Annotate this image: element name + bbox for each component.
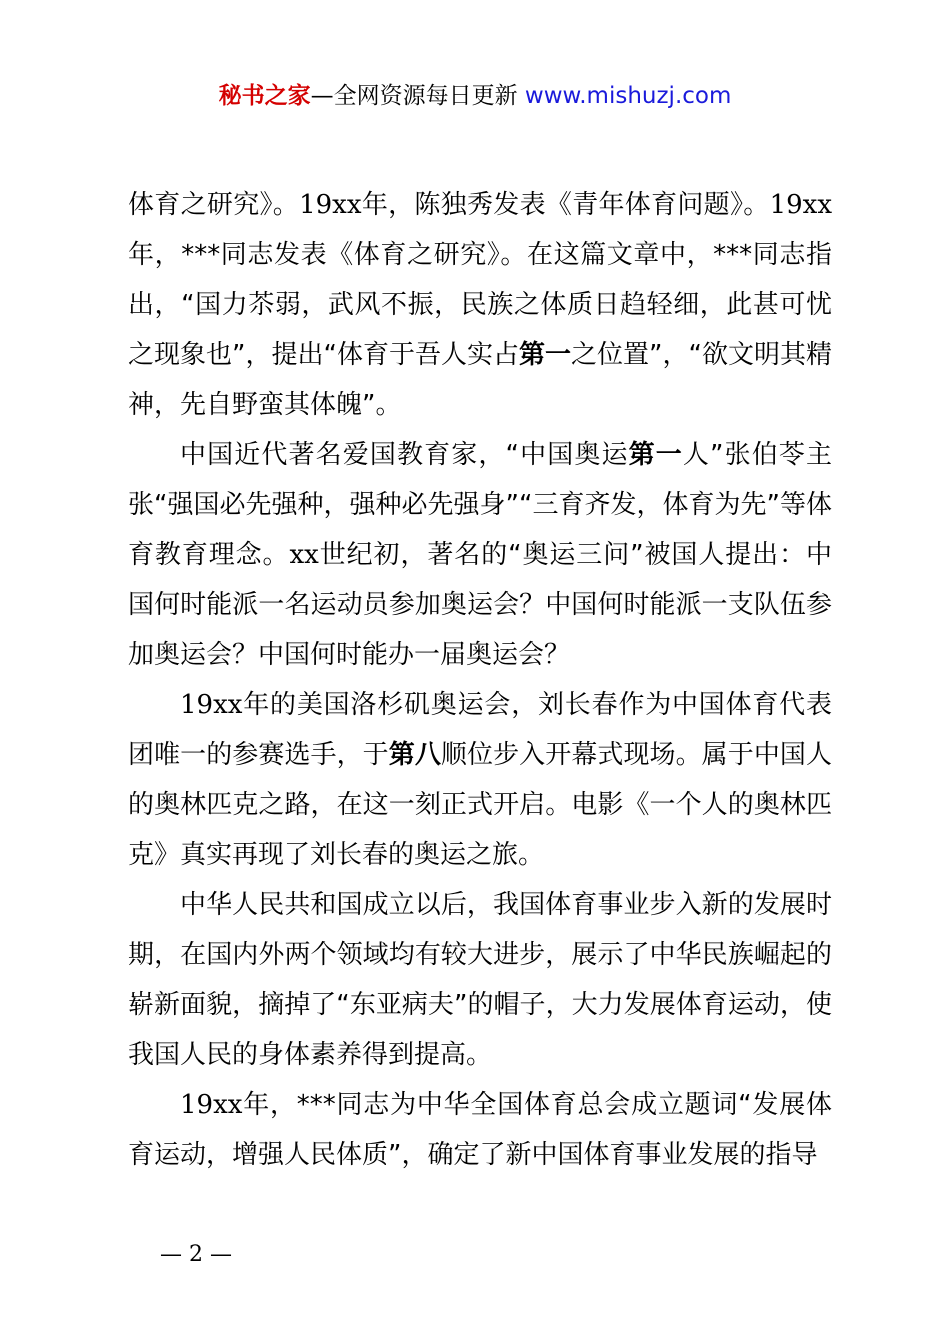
paragraph-text: 之位置”，“欲文明其精神，先自野蛮其体魄”。 [128,340,832,420]
numeric-text: 19xx [299,190,362,220]
site-url-link[interactable]: www.mishuzj.com [524,83,732,109]
body-paragraph [128,880,832,1080]
numeric-text: 19xx [769,190,832,220]
paragraph-text: 年，***同志发表《体育之研究》。在这篇文章中，***同志指出，“国力苶弱，武风不振，民族之体质日趋轻细，此甚可忧之现象也”，提出“体育于吾人实占 [128,240,832,370]
paragraph-text: 年的美国洛杉矶奥运会，刘长春作为中国体育代表团唯一的参赛选手，于 [128,690,832,770]
document-body [128,180,832,1180]
body-paragraph [128,430,832,680]
paragraph-text: 年，陈独秀发表《青年体育问题》。 [361,190,770,220]
header-tagline: —全网资源每日更新 [310,83,518,109]
numeric-text: 19xx [180,1090,243,1120]
paragraph-text: 中华人民共和国成立以后，我国体育事业步入新的发展时期，在国内外两个领域均有较大进步，展示了中华民族崛起的崭新面貌，摘掉了“东亚病夫”的帽子，大力发展体育运动，使我国人民的身体素养得到提高。 [128,890,832,1070]
numeric-text: xx [289,540,319,570]
page-number: — 2 — [160,1242,232,1267]
paragraph-text: 世纪初，著名的“奥运三问”被国人提出：中国何时能派一名运动员参加奥运会？中国何时能派一支队伍参加奥运会？中国何时能办一届奥运会？ [128,540,832,670]
paragraph-text: 年，***同志为中华全国体育总会成立题词“发展体育运动，增强人民体质”，确定了新中国体育事业发展的指导 [128,1090,832,1170]
emphasis-text: 第八 [388,740,441,770]
brand-name: 秘书之家 [218,83,311,109]
body-paragraph [128,180,832,430]
emphasis-text: 第一 [518,340,571,370]
paragraph-text: 人”张伯苓主张“强国必先强种，强种必先强身”“三育齐发，体育为先”等体育教育理念。 [128,440,832,570]
page-header [0,80,950,112]
paragraph-text: 顺位步入开幕式现场。属于中国人的奥林匹克之路，在这一刻正式开启。电影《一个人的奥林匹克》真实再现了刘长春的奥运之旅。 [128,740,832,870]
emphasis-text: 第一 [628,440,683,470]
paragraph-text: 中国近代著名爱国教育家，“中国奥运 [180,440,629,470]
body-paragraph [128,1080,832,1180]
paragraph-text: 体育之研究》。 [128,190,300,220]
numeric-text: 19xx [180,690,243,720]
body-paragraph [128,680,832,880]
